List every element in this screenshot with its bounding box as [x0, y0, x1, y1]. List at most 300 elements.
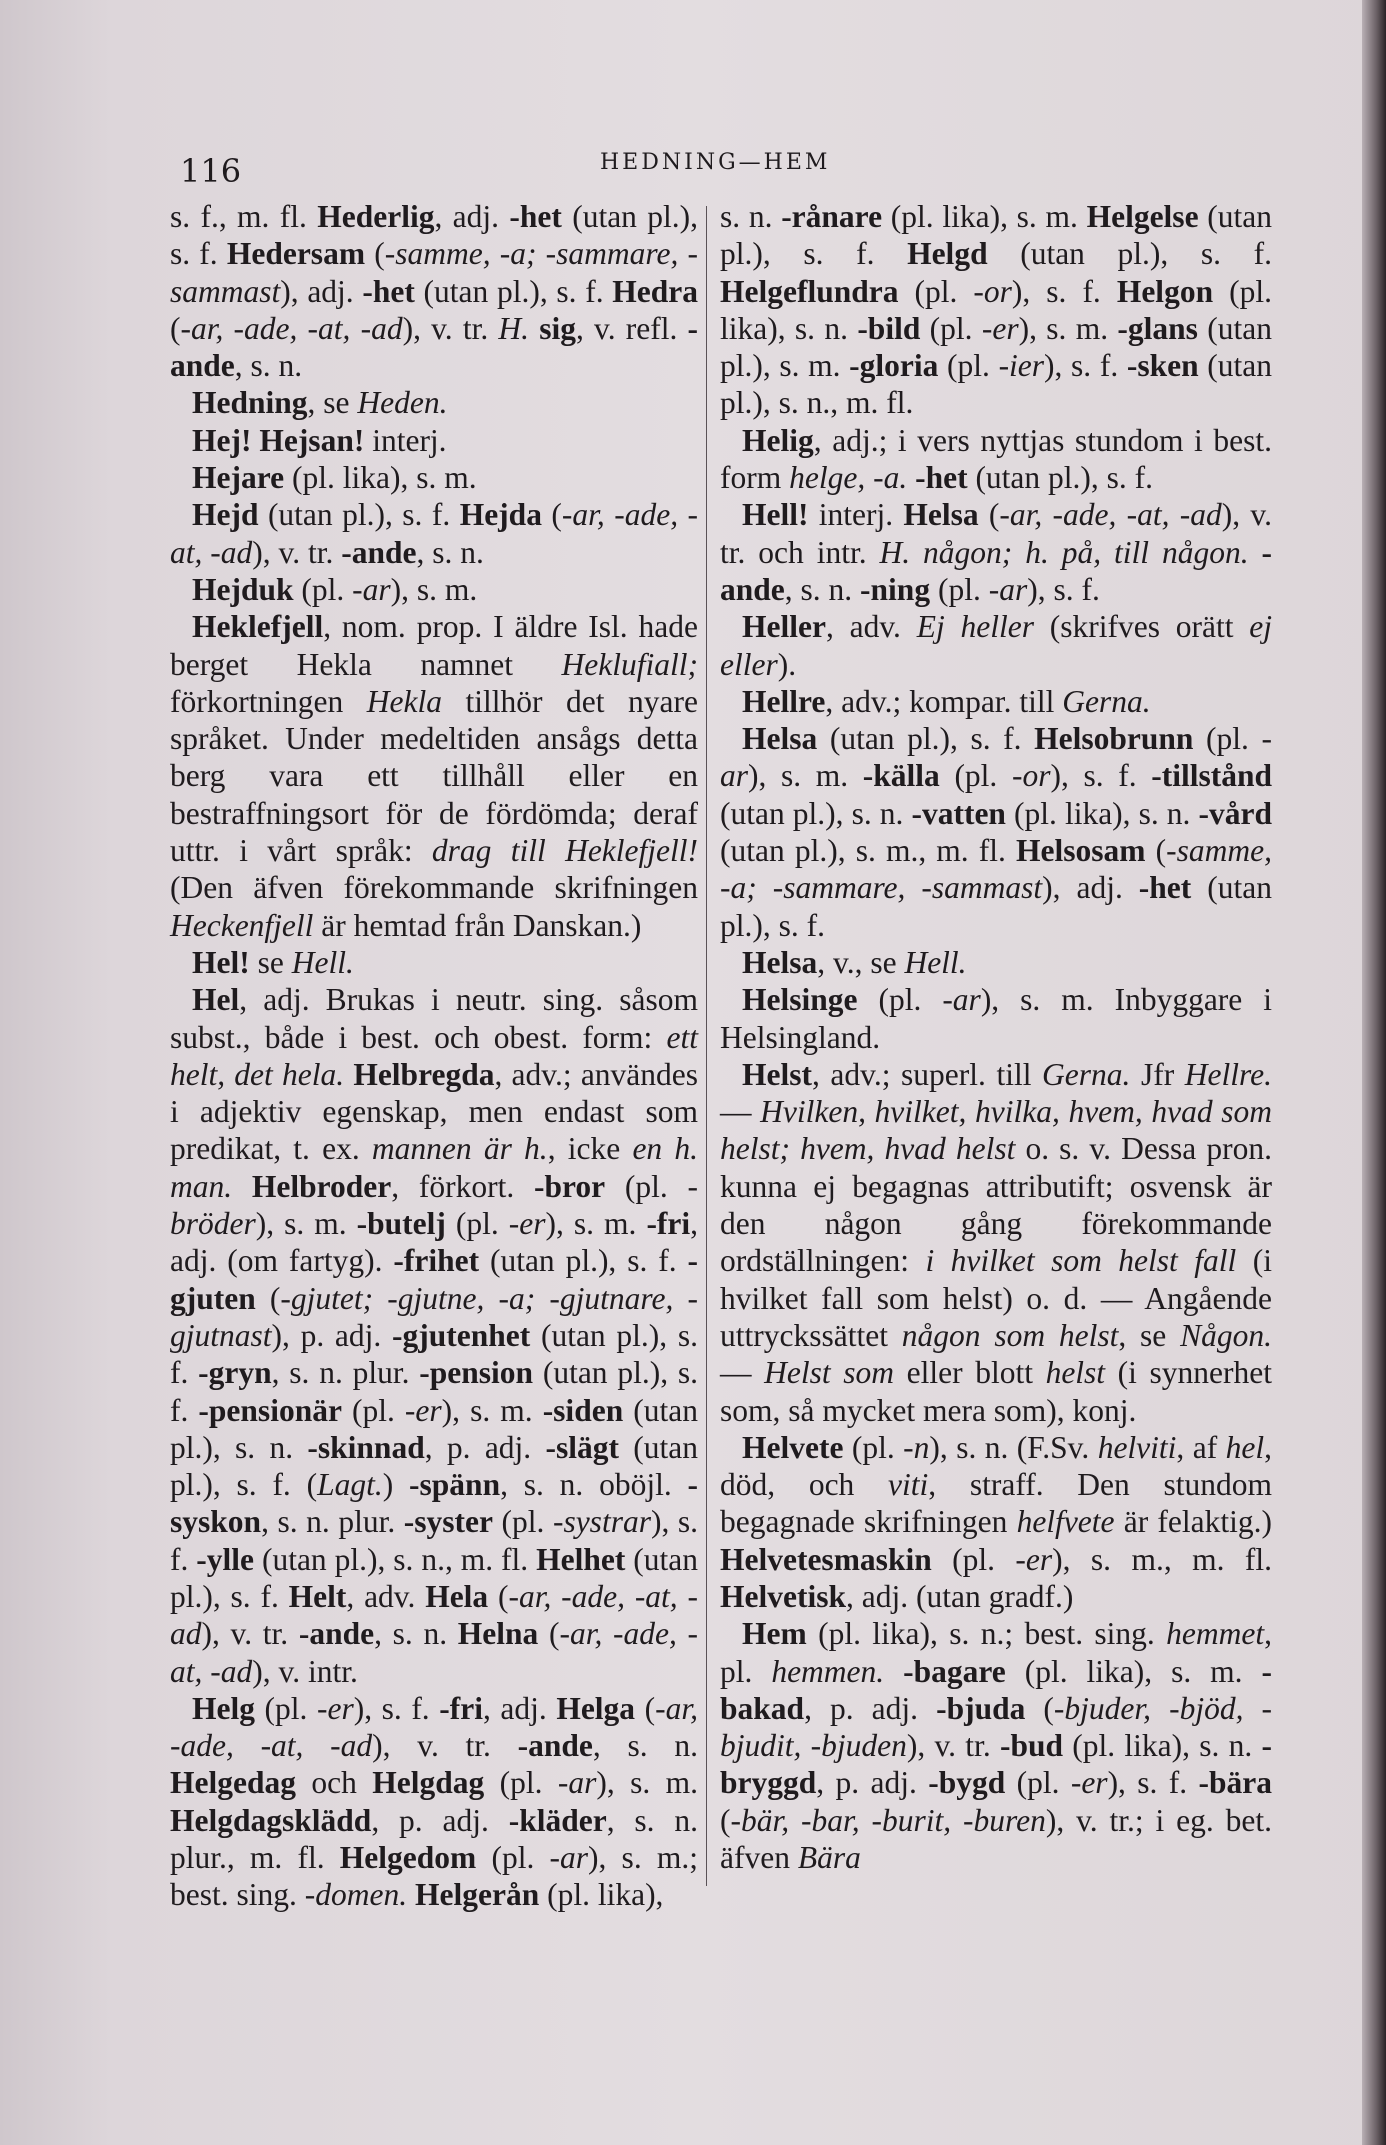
entry-text: (pl. lika), s. m.	[1005, 1653, 1262, 1689]
entry-text: , adv.; superl. till	[811, 1056, 1043, 1092]
book-spine-shadow	[1362, 0, 1386, 2145]
entry-text: , icke	[547, 1131, 633, 1167]
dictionary-entry	[720, 720, 1272, 944]
entry-text: (utan pl.), s. f.	[170, 1355, 698, 1428]
headword: Hedning	[192, 385, 308, 421]
headword: Helvetisk	[720, 1578, 846, 1614]
headword: -gjutenhet	[392, 1317, 531, 1353]
headword: -syster	[403, 1504, 493, 1540]
italic-text: -ar, -ade, -at, -ad	[170, 497, 698, 570]
italic-text: Heklufiall;	[561, 646, 698, 682]
entry-text: , död, och	[720, 1429, 1272, 1503]
entry-text: ), v. tr.	[906, 1728, 1000, 1764]
entry-text: , s. n. plur., m. fl.	[170, 1802, 699, 1876]
italic-text: -ar	[942, 982, 981, 1018]
entry-text: interj.	[808, 497, 904, 533]
headword: Helgeflundra	[720, 273, 899, 309]
entry-text: o. s. v. Dessa pron. kunna ej begagnas attributift; osvensk är den någon gång förekommande ordställningen:	[720, 1131, 1273, 1279]
entry-text: s. f., m. fl.	[170, 199, 318, 234]
headword: -siden	[542, 1392, 624, 1428]
page-header	[0, 140, 1386, 190]
headword: -fri	[439, 1690, 483, 1726]
entry-text: , s. n. plur.	[261, 1504, 404, 1540]
headword: Helhet	[536, 1541, 626, 1577]
headword: Hela	[425, 1578, 489, 1614]
entry-text: , s. n.	[784, 571, 861, 607]
entry-text: eller blott	[894, 1355, 1046, 1391]
entry-text: , adv.	[825, 609, 917, 645]
entry-text: , s. n. oböjl.	[500, 1467, 688, 1503]
entry-text: förkortningen	[170, 683, 367, 719]
entry-text: ), s. m. Inbyggare i Helsingland.	[720, 982, 1272, 1055]
headword: -butelj	[356, 1206, 446, 1242]
italic-text: Någon.	[1180, 1317, 1272, 1353]
entry-text: , v. refl.	[575, 310, 688, 346]
entry-text: , p. adj.	[816, 1765, 929, 1801]
italic-text: helfvete	[1016, 1504, 1115, 1540]
entry-text: (utan pl.), s. f.	[170, 199, 699, 272]
headword: Helst	[742, 1056, 812, 1092]
entry-text: (utan pl.), s. f. (	[170, 1429, 698, 1503]
dictionary-entry	[720, 422, 1272, 497]
headword: -spänn	[409, 1467, 501, 1503]
headword: Helga	[556, 1690, 636, 1726]
entry-text: ), s. f.	[1011, 273, 1117, 309]
headword: Helgedag	[170, 1765, 296, 1801]
italic-text: -or	[1011, 758, 1051, 794]
entry-text: tillhör det nyare språket. Under medeltiden ansågs detta berg vara ett tillhåll eller en bestraffningsort för de fördömda; deraf uttr. i vårt språk:	[170, 683, 698, 869]
dictionary-entry	[170, 384, 698, 421]
italic-text: -er	[508, 1206, 546, 1242]
headword: Hej! Hejsan!	[192, 422, 365, 458]
italic-text: -ar, -ade, -at, -ad	[999, 497, 1222, 533]
entry-text: (pl.	[857, 982, 943, 1018]
italic-text: -ier	[998, 348, 1045, 384]
italic-text: ej eller	[720, 609, 1273, 682]
entry-text: )	[382, 1467, 410, 1503]
entry-text: ), adj.	[280, 273, 363, 309]
entry-text: (	[541, 497, 562, 533]
entry-text: (pl. lika), s. n.; best. sing.	[806, 1616, 1167, 1652]
entry-text: , p. adj.	[804, 1690, 937, 1726]
entry-text: (pl.	[293, 571, 353, 607]
entry-text: ), adj.	[1042, 870, 1139, 906]
headword: Hem	[742, 1616, 807, 1652]
entry-text: , adj. (om fartyg).	[170, 1206, 699, 1279]
entry-text: ), v. tr. och intr.	[720, 497, 1272, 570]
entry-text	[344, 1057, 353, 1092]
entry-text: (utan pl.), s. f.	[479, 1243, 688, 1279]
entry-text: (i hvilket fall som helst) o. d. — Angående uttryckssättet	[720, 1243, 1272, 1353]
headword: Helgelse	[1086, 199, 1199, 234]
entry-text: , v., se	[817, 944, 905, 980]
italic-text: Heckenfjell	[170, 907, 314, 943]
headword: -fri	[646, 1206, 691, 1242]
italic-text: -ar	[549, 1840, 589, 1876]
headword: -tillstånd	[1151, 758, 1272, 794]
entry-text: ), s. f.	[1044, 348, 1127, 384]
right-column	[720, 198, 1272, 1876]
headword: Helgedom	[339, 1840, 477, 1876]
entry-text: (Den äfven förekommande skrifningen	[170, 870, 698, 906]
headword: -ande	[720, 534, 1273, 607]
headword: -bror	[533, 1168, 606, 1204]
italic-text: Gerna.	[1062, 683, 1151, 719]
entry-text: ), s. f.	[353, 1690, 440, 1726]
entry-text: , adj. Brukas i neutr. sing. såsom subst., både i best. och obest. form:	[170, 982, 698, 1055]
headword: Helsinge	[742, 982, 858, 1018]
headword: Heklefjell	[192, 609, 324, 645]
entry-text: interj.	[364, 422, 447, 458]
entry-text: (utan pl.), s. m., m. fl.	[720, 833, 1017, 869]
entry-text: ), s. f.	[1027, 571, 1100, 607]
italic-text: drag till Heklefjell!	[431, 833, 698, 869]
dictionary-entry	[720, 981, 1272, 1056]
italic-text: -er	[316, 1690, 354, 1726]
headword: -bagare	[903, 1653, 1006, 1689]
headword: -syskon	[170, 1467, 698, 1540]
entry-text: ), s. m.	[255, 1206, 357, 1242]
headword: Hedra	[612, 273, 698, 309]
entry-text	[1249, 535, 1262, 570]
entry-text: ), s. f.	[1107, 1765, 1199, 1801]
headword: Helsobrunn	[1034, 721, 1194, 757]
dictionary-entry	[720, 198, 1272, 422]
entry-text	[529, 311, 539, 346]
headword: Helgd	[907, 236, 988, 272]
entry-text: (	[1145, 833, 1167, 869]
headword: Helbregda	[353, 1056, 495, 1092]
italic-text: helge, -a.	[789, 460, 908, 496]
entry-text: (i synnerhet som, så mycket mera som), konj.	[720, 1355, 1272, 1428]
headword: -glans	[1117, 310, 1198, 346]
entry-text: (pl.	[938, 348, 999, 384]
entry-text: (	[365, 236, 385, 272]
entry-text: (	[978, 497, 1000, 533]
italic-text: helst	[1045, 1355, 1106, 1391]
headword: Hel!	[192, 944, 250, 980]
entry-text: , af	[1176, 1429, 1226, 1465]
entry-text	[407, 1877, 415, 1912]
italic-text: viti	[888, 1467, 929, 1503]
headword: Helgon	[1116, 273, 1214, 309]
headword: -frihet	[393, 1243, 480, 1279]
headword: -het	[362, 273, 415, 309]
left-column	[170, 198, 698, 1914]
entry-text: är felaktig.)	[1114, 1504, 1272, 1540]
headword: -skinnad	[307, 1429, 425, 1465]
headword: Helgerån	[415, 1877, 540, 1913]
italic-text: -ar, -ade, -at, -ad	[170, 1616, 699, 1689]
headword: -ande	[517, 1728, 593, 1764]
entry-text: ), s. m.; best. sing.	[170, 1840, 698, 1913]
headword: Helgdag	[372, 1765, 485, 1801]
headword: -bjuda	[936, 1690, 1026, 1726]
headword: -sken	[1126, 348, 1199, 384]
entry-text: (pl. lika), s. n.	[1063, 1728, 1262, 1764]
italic-text: -ar, -ade, -at, -ad	[170, 1578, 698, 1652]
headword: -gryn	[198, 1355, 272, 1391]
italic-text: i hvilket som helst fall	[925, 1243, 1237, 1279]
italic-text: -bjuder, -bjöd, -bjudit, -bjuden	[720, 1690, 1272, 1764]
entry-text: , straff. Den stundom begagnade skrifningen	[720, 1467, 1272, 1540]
italic-text: -er	[981, 310, 1019, 346]
entry-text: , pl.	[720, 1616, 1272, 1689]
headword: -bära	[1198, 1765, 1272, 1801]
headword: Hedersam	[226, 236, 366, 272]
headword: -bakad	[720, 1653, 1272, 1726]
entry-text: , s. n.	[416, 534, 484, 570]
entry-text: ).	[777, 646, 797, 682]
entry-text: (	[170, 310, 181, 346]
entry-text: ), v. intr.	[252, 1653, 358, 1689]
entry-text: , förkort.	[391, 1168, 534, 1204]
headword: -gloria	[849, 348, 939, 384]
entry-text: Jfr	[1130, 1056, 1185, 1092]
italic-text: Lagt.	[317, 1467, 383, 1503]
headword: -vård	[1198, 795, 1272, 831]
entry-text: (utan pl.), s. f.	[987, 236, 1272, 272]
entry-text: (pl.	[484, 1765, 558, 1801]
entry-text: (pl.	[445, 1206, 509, 1242]
italic-text: Heden.	[357, 385, 448, 421]
entry-text: (utan pl.), s. f.	[720, 199, 1272, 272]
dictionary-entry	[720, 683, 1272, 720]
italic-text: -n	[903, 1429, 930, 1465]
entry-text: (pl.	[1193, 721, 1262, 757]
headword: Helbroder	[251, 1168, 392, 1204]
entry-text: (pl. lika), s. m.	[284, 460, 477, 496]
entry-text: ), s. f.	[1050, 758, 1152, 794]
dictionary-entry	[170, 198, 698, 384]
entry-text: —	[720, 1355, 765, 1391]
entry-text: och	[296, 1765, 373, 1801]
headword: Helsosam	[1016, 833, 1146, 869]
headword: -pensionär	[198, 1392, 342, 1428]
entry-text	[907, 460, 915, 495]
entry-text: (pl.	[605, 1168, 688, 1204]
entry-text: , s. n. plur.	[271, 1355, 420, 1391]
italic-text: Bära	[797, 1840, 861, 1876]
italic-text: mannen är h.	[371, 1131, 548, 1167]
headword: -het	[509, 199, 562, 234]
italic-text: hel	[1225, 1429, 1265, 1465]
entry-text: (utan pl.), s. f.	[967, 460, 1154, 496]
italic-text: -samme, -a; -sammare, -sammast	[720, 833, 1272, 906]
entry-text: —	[720, 1094, 761, 1130]
italic-text: Hell.	[291, 944, 354, 980]
italic-text: hemmet	[1166, 1616, 1265, 1652]
dictionary-entry	[170, 422, 698, 459]
dictionary-entry	[720, 1056, 1272, 1429]
dictionary-entry	[170, 459, 698, 496]
headword: -gjuten	[170, 1243, 698, 1316]
entry-text: ), s. m.	[748, 758, 863, 794]
italic-text: -gjutet; -gjutne, -a; -gjutnare, -gjutnast	[170, 1280, 698, 1353]
entry-text: (pl.	[341, 1392, 405, 1428]
italic-text: -bröder	[170, 1168, 698, 1242]
headword: -källa	[862, 758, 940, 794]
dictionary-entry	[170, 981, 698, 1690]
entry-text: se	[249, 944, 292, 980]
entry-text: (pl.	[898, 273, 974, 309]
headword: Hederlig	[317, 199, 435, 234]
entry-text: ), v. tr.	[402, 310, 499, 346]
entry-text	[232, 1169, 252, 1204]
headword: -kläder	[508, 1802, 607, 1838]
entry-text: (skrifves orätt	[1033, 609, 1250, 645]
entry-text: , nom. prop. I äldre Isl. hade berget Hekla namnet	[170, 609, 698, 682]
headword: Heller	[742, 609, 826, 645]
dictionary-entry	[170, 608, 698, 944]
entry-text: (	[1025, 1690, 1054, 1726]
italic-text: någon som helst	[901, 1317, 1119, 1353]
entry-text: (utan pl.), s. f.	[258, 497, 460, 533]
entry-text: ), p. adj.	[271, 1317, 393, 1353]
entry-text: (utan pl.), s. n.	[170, 1392, 698, 1465]
entry-text: , adj. (utan gradf.)	[846, 1578, 1074, 1614]
entry-text: ), s. n. (F.Sv.	[929, 1429, 1098, 1465]
entry-text: (pl.	[492, 1504, 553, 1540]
dictionary-entry	[170, 1690, 698, 1914]
entry-text: (pl.	[920, 310, 982, 346]
italic-text: -er	[404, 1392, 442, 1428]
headword: Helvetesmaskin	[720, 1541, 932, 1577]
headword: -ning	[860, 571, 931, 607]
entry-text: (utan pl.), s. n.	[720, 795, 912, 831]
entry-text: ), s. m., m. fl.	[1052, 1541, 1272, 1577]
headword: -pension	[419, 1355, 534, 1391]
italic-text: -ar, -ade, -at, -ad	[170, 1690, 698, 1764]
italic-text: Ej heller	[916, 609, 1034, 645]
entry-text: (utan pl.), s. f.	[414, 273, 613, 309]
headword: -bud	[999, 1728, 1063, 1764]
headword: -bygd	[928, 1765, 1006, 1801]
entry-text: (utan pl.), s. f.	[817, 721, 1035, 757]
headword: Helig	[742, 422, 814, 458]
headword: -ande	[298, 1616, 375, 1652]
entry-text: (pl.	[939, 758, 1012, 794]
italic-text: Hekla	[366, 683, 442, 719]
entry-text: (pl. lika), s. m.	[882, 199, 1087, 234]
entry-text: (utan pl.), s. m.	[720, 310, 1272, 384]
entry-text: , p. adj.	[371, 1802, 509, 1838]
entry-text: , p. adj.	[424, 1429, 546, 1465]
entry-text: (utan pl.), s. f.	[720, 870, 1272, 943]
headword: Hejda	[459, 497, 542, 533]
italic-text: Hellre.	[1184, 1056, 1272, 1092]
entry-text: (pl.	[1005, 1765, 1071, 1801]
entry-text: (utan pl.), s. f.	[170, 1541, 698, 1614]
entry-text: ), v. tr.	[252, 534, 342, 570]
entry-text: (pl.	[930, 571, 989, 607]
italic-text: H.	[498, 310, 530, 346]
entry-text: (pl.	[255, 1690, 317, 1726]
italic-text: hemmen.	[771, 1653, 885, 1689]
dictionary-entry	[170, 571, 698, 608]
headword: sig	[539, 310, 576, 346]
entry-text: , se	[307, 385, 358, 421]
headword: Hell!	[742, 497, 809, 533]
entry-text: ), v. tr.; i eg. bet. äfven	[720, 1802, 1272, 1876]
italic-text: -ar	[557, 1765, 597, 1801]
italic-text: Helst som	[764, 1355, 894, 1391]
entry-text: ), s. m.	[545, 1206, 647, 1242]
entry-text: , adv.	[346, 1578, 426, 1614]
page-number: 116	[180, 152, 242, 190]
headword: Helvete	[742, 1429, 844, 1465]
italic-text: ett helt, det hela.	[170, 1019, 698, 1092]
entry-text: är hemtad från Danskan.)	[313, 907, 642, 943]
running-head: HEDNING—HEM	[600, 150, 831, 175]
entry-text: , s. n.	[234, 348, 303, 384]
entry-text: , s. n.	[374, 1616, 458, 1652]
entry-text: , s. n.	[592, 1728, 699, 1764]
headword: -slägt	[545, 1429, 619, 1465]
entry-text: (	[488, 1578, 509, 1614]
headword: Helt	[288, 1578, 347, 1614]
headword: -ylle	[196, 1541, 255, 1577]
headword: -rånare	[781, 199, 883, 234]
entry-text: (pl.	[931, 1541, 1016, 1577]
entry-text: (pl.	[476, 1840, 550, 1876]
dictionary-entry	[170, 496, 698, 571]
entry-text: (	[255, 1280, 281, 1316]
entry-text: , adj.	[434, 199, 510, 234]
headword: Hel	[192, 982, 240, 1018]
entry-text: (utan pl.), s. n., m. fl.	[254, 1541, 537, 1577]
italic-text: H. någon; h. på, till någon.	[879, 534, 1249, 570]
headword: -ande	[341, 534, 417, 570]
dictionary-entry	[720, 608, 1272, 683]
italic-text: helviti	[1097, 1429, 1177, 1465]
italic-text: -ar	[988, 571, 1028, 607]
entry-text: ), s. f.	[170, 1504, 699, 1577]
dictionary-entry	[720, 1429, 1272, 1615]
entry-text: ), v. tr.	[201, 1616, 299, 1652]
italic-text: -ar	[352, 571, 391, 607]
headword: -vatten	[911, 795, 1006, 831]
headword: Helna	[457, 1616, 539, 1652]
italic-text: -or	[973, 273, 1012, 309]
column-divider	[706, 206, 707, 1886]
italic-text: -systrar	[552, 1504, 651, 1540]
italic-text: -samme, -a; -sammare, -sammast	[170, 236, 699, 309]
entry-text: , adv.; användes i adjektiv egenskap, men endast som predikat, t. ex.	[170, 1056, 699, 1167]
entry-text: (	[635, 1690, 656, 1726]
entry-text: (pl. lika), s. n.	[720, 273, 1272, 346]
headword: -bryggd	[720, 1728, 1272, 1801]
italic-text: Hell.	[904, 944, 967, 980]
entry-text: ), s. m.	[441, 1392, 543, 1428]
headword: -bild	[857, 310, 921, 346]
entry-text: ), s. m.	[1018, 310, 1118, 346]
entry-text: ), s. m.	[596, 1765, 698, 1801]
entry-text: s. n.	[720, 199, 782, 234]
entry-text	[884, 1654, 903, 1689]
headword: Helgdagsklädd	[170, 1802, 372, 1838]
headword: -het	[1138, 870, 1192, 906]
dictionary-entry	[170, 944, 698, 981]
headword: Hejare	[192, 460, 285, 496]
entry-text: (	[538, 1616, 560, 1652]
entry-text: (	[720, 1802, 731, 1838]
entry-text: (utan pl.), s. f.	[170, 1317, 698, 1391]
entry-text: (pl.	[843, 1429, 904, 1465]
italic-text: en h. man.	[170, 1131, 698, 1204]
entry-text: , adj.	[482, 1690, 557, 1726]
italic-text: -ar, -ade, -at, -ad	[180, 310, 403, 346]
